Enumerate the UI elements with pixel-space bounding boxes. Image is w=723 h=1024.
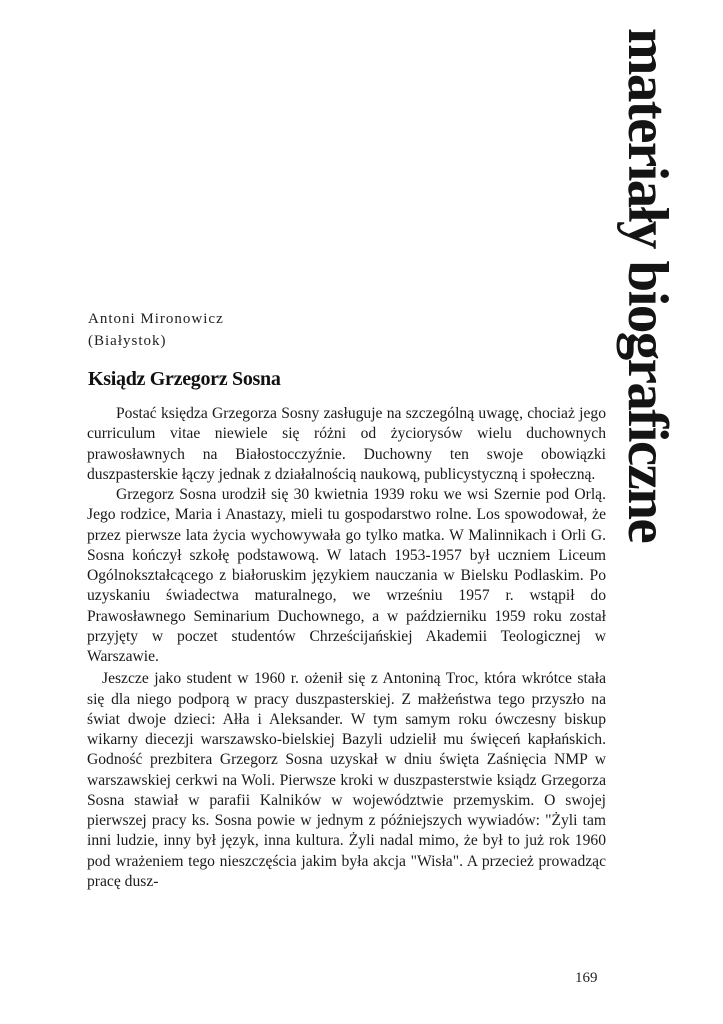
author-block bbox=[88, 308, 224, 352]
article-body bbox=[87, 404, 606, 892]
article-title: Ksiądz Grzegorz Sosna bbox=[88, 368, 281, 390]
author-name: Antoni Mironowicz bbox=[88, 311, 224, 327]
section-title: materiały biograficzne bbox=[616, 28, 679, 543]
author-affiliation: (Białystok) bbox=[88, 333, 167, 349]
paragraph-1: Postać księdza Grzegorza Sosny zasługuje na szczególną uwagę, chociaż jego curriculum vitae niewiele się różni od życiorysów wielu duchownych prawosławnych na Białostocczyźnie. Duchowny ten swoje obowiązki duszpasterskie łączy jednak z działalnością naukową, publicystyczną i społeczną. bbox=[87, 405, 606, 483]
paragraph-2: Grzegorz Sosna urodził się 30 kwietnia 1939 roku we wsi Szernie pod Orlą. Jego rodzice, Maria i Anastazy, mieli tu gospodarstwo rolne. Los spowodował, że przez pierwsze lata życia wychowywała go tylko matka. W Malinnikach i Orli G. Sosna kończył szkołę podstawową. W latach 1953-1957 był uczniem Liceum Ogólnokształcącego z białoruskim językiem nauczania w Bielsku Podlaskim. Po uzyskaniu świadectwa maturalnego, we wrześniu 1957 r. wstąpił do Prawosławnego Seminarium Duchownego, a w październiku 1959 roku został przyjęty w poczet studentów Chrześcijańskiej Akademii Teologicznej w Warszawie. bbox=[87, 486, 606, 665]
section-title-vertical bbox=[600, 28, 680, 588]
page-number: 169 bbox=[575, 970, 598, 986]
paragraph-3: Jeszcze jako student w 1960 r. ożenił się z Antoniną Troc, która wkrótce stała się dla niego podporą w pracy duszpasterskiej. Z małżeństwa tego przyszło na świat dwoje dzieci: Ałła i Aleksander. W tym samym roku ówczesny biskup wikarny diecezji warszawsko-bielskiej Bazyli udzielił mu święceń kapłańskich. Godność prezbitera Grzegorz Sosna uzyskał w dniu święta Zaśnięcia NMP w warszawskiej cerkwi na Woli. Pierwsze kroki w duszpasterstwie ksiądz Grzegorza Sosna stawiał w parafii Kalników w województwie przemyskim. O swojej pierwszej pracy ks. Sosna powie w jednym z późniejszych wywiadów: "Żyli tam inni ludzie, inny był język, inna kultura. Żyli nadal mimo, że był to już rok 1960 pod wrażeniem tego nieszczęścia jakim była akcja "Wisła". A przecież prowadząc pracę dusz- bbox=[87, 670, 606, 890]
